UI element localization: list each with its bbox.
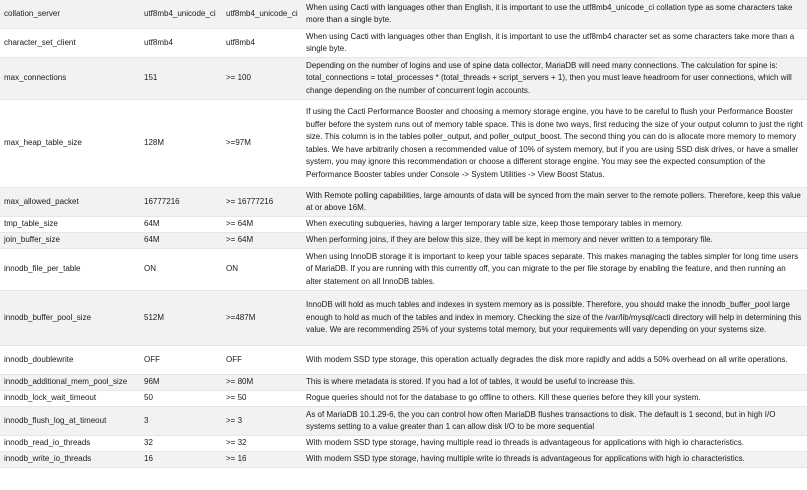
recommended-value: >= 100 bbox=[222, 58, 303, 100]
setting-name: max_connections bbox=[0, 58, 140, 100]
current-value: 32 bbox=[140, 436, 222, 452]
recommended-value: >= 80M bbox=[222, 375, 303, 391]
setting-comment: This is where metadata is stored. If you had a lot of tables, it would be useful to increase this. bbox=[303, 375, 807, 391]
current-value: ON bbox=[140, 249, 222, 291]
setting-comment: When using Cacti with languages other than English, it is important to use the utf8mb4 character set as some characters take more than a single byte. bbox=[303, 29, 807, 58]
table-row bbox=[0, 346, 807, 375]
table-row bbox=[0, 217, 807, 233]
recommended-value: >=97M bbox=[222, 100, 303, 188]
recommended-value: utf8mb4 bbox=[222, 29, 303, 58]
setting-comment: With modern SSD type storage, having multiple write io threads is advantageous for applications with high io characteristics. bbox=[303, 452, 807, 468]
setting-comment: Rogue queries should not for the database to go offline to others. Kill these queries before they kill your system. bbox=[303, 391, 807, 407]
setting-name: tmp_table_size bbox=[0, 217, 140, 233]
current-value: 16 bbox=[140, 452, 222, 468]
setting-comment: When performing joins, if they are below this size, they will be kept in memory and never written to a temporary file. bbox=[303, 233, 807, 249]
recommended-value: >= 3 bbox=[222, 407, 303, 436]
table-row bbox=[0, 291, 807, 346]
table-row bbox=[0, 233, 807, 249]
setting-name: innodb_doublewrite bbox=[0, 346, 140, 375]
setting-comment: With modern SSD type storage, having multiple read io threads is advantageous for applications with high io characteristics. bbox=[303, 436, 807, 452]
current-value: 3 bbox=[140, 407, 222, 436]
current-value: 151 bbox=[140, 58, 222, 100]
setting-name: innodb_flush_log_at_timeout bbox=[0, 407, 140, 436]
setting-comment: When using InnoDB storage it is important to keep your table spaces separate. This makes managing the tables simpler for long time users of MariaDB. If you are running with this currently off, you can migrate to the per file storage by enabling the feature, and then running an alter statement on all InnoDB tables. bbox=[303, 249, 807, 291]
setting-name: max_heap_table_size bbox=[0, 100, 140, 188]
setting-name: join_buffer_size bbox=[0, 233, 140, 249]
table-row bbox=[0, 391, 807, 407]
recommended-value: ON bbox=[222, 249, 303, 291]
recommended-value: >= 64M bbox=[222, 233, 303, 249]
recommended-value: >= 64M bbox=[222, 217, 303, 233]
setting-comment: If using the Cacti Performance Booster and choosing a memory storage engine, you have to be careful to flush your Performance Booster buffer before the system runs out of memory table space. This is done two ways, first reducing the size of your output column to just the right size. This column is in the tables poller_output, and poller_output_boost. The second thing you can do is allocate more memory to memory tables. We have arbitrarily chosen a recommended value of 10% of system memory, but if you are using SSD disk drives, or have a smaller system, you may ignore this recommendation or choose a different storage engine. You may see the expected consumption of the Performance Booster tables under Console -> System Utilities -> View Boost Status. bbox=[303, 100, 807, 188]
current-value: 50 bbox=[140, 391, 222, 407]
setting-comment: InnoDB will hold as much tables and indexes in system memory as is possible. Therefore, you should make the innodb_buffer_pool large enough to hold as much of the tables and index in memory. Checking the size of the /var/lib/mysql/cacti directory will help in determining this value. We are recommending 25% of your systems total memory, but your requirements will vary depending on your systems size. bbox=[303, 291, 807, 346]
setting-name: innodb_write_io_threads bbox=[0, 452, 140, 468]
setting-name: innodb_buffer_pool_size bbox=[0, 291, 140, 346]
table-row bbox=[0, 29, 807, 58]
current-value: 64M bbox=[140, 217, 222, 233]
setting-comment: As of MariaDB 10.1.29-6, the you can control how often MariaDB flushes transactions to disk. The default is 1 second, but in high I/O systems setting to a value greater than 1 can allow disk I/O to be more sequential bbox=[303, 407, 807, 436]
setting-comment: Depending on the number of logins and use of spine data collector, MariaDB will need many connections. The calculation for spine is: total_connections = total_processes * (total_threads + script_servers + 1), then you must leave headroom for user connections, which will change depending on the number of concurrent login accounts. bbox=[303, 58, 807, 100]
recommended-value: >=487M bbox=[222, 291, 303, 346]
table-row bbox=[0, 452, 807, 468]
setting-name: collation_server bbox=[0, 0, 140, 29]
recommended-value: utf8mb4_unicode_ci bbox=[222, 0, 303, 29]
setting-name: innodb_read_io_threads bbox=[0, 436, 140, 452]
table-row bbox=[0, 375, 807, 391]
current-value: 16777216 bbox=[140, 188, 222, 217]
setting-name: innodb_lock_wait_timeout bbox=[0, 391, 140, 407]
recommended-value: OFF bbox=[222, 346, 303, 375]
recommended-value: >= 32 bbox=[222, 436, 303, 452]
recommended-value: >= 16 bbox=[222, 452, 303, 468]
setting-name: innodb_file_per_table bbox=[0, 249, 140, 291]
current-value: 96M bbox=[140, 375, 222, 391]
current-value: 128M bbox=[140, 100, 222, 188]
setting-comment: When executing subqueries, having a larger temporary table size, keep those temporary tables in memory. bbox=[303, 217, 807, 233]
setting-name: character_set_client bbox=[0, 29, 140, 58]
table-row bbox=[0, 188, 807, 217]
current-value: utf8mb4 bbox=[140, 29, 222, 58]
current-value: OFF bbox=[140, 346, 222, 375]
current-value: 512M bbox=[140, 291, 222, 346]
table-row bbox=[0, 100, 807, 188]
table-row bbox=[0, 58, 807, 100]
setting-comment: With modern SSD type storage, this operation actually degrades the disk more rapidly and adds a 50% overhead on all write operations. bbox=[303, 346, 807, 375]
table-row bbox=[0, 0, 807, 29]
current-value: utf8mb4_unicode_ci bbox=[140, 0, 222, 29]
recommended-value: >= 50 bbox=[222, 391, 303, 407]
current-value: 64M bbox=[140, 233, 222, 249]
setting-comment: When using Cacti with languages other than English, it is important to use the utf8mb4_unicode_ci collation type as some characters take more than a single byte. bbox=[303, 0, 807, 29]
setting-comment: With Remote polling capabilities, large amounts of data will be synced from the main server to the remote pollers. Therefore, keep this value at or above 16M. bbox=[303, 188, 807, 217]
setting-name: max_allowed_packet bbox=[0, 188, 140, 217]
table-row bbox=[0, 249, 807, 291]
table-row bbox=[0, 436, 807, 452]
table-row bbox=[0, 407, 807, 436]
recommended-value: >= 16777216 bbox=[222, 188, 303, 217]
setting-name: innodb_additional_mem_pool_size bbox=[0, 375, 140, 391]
